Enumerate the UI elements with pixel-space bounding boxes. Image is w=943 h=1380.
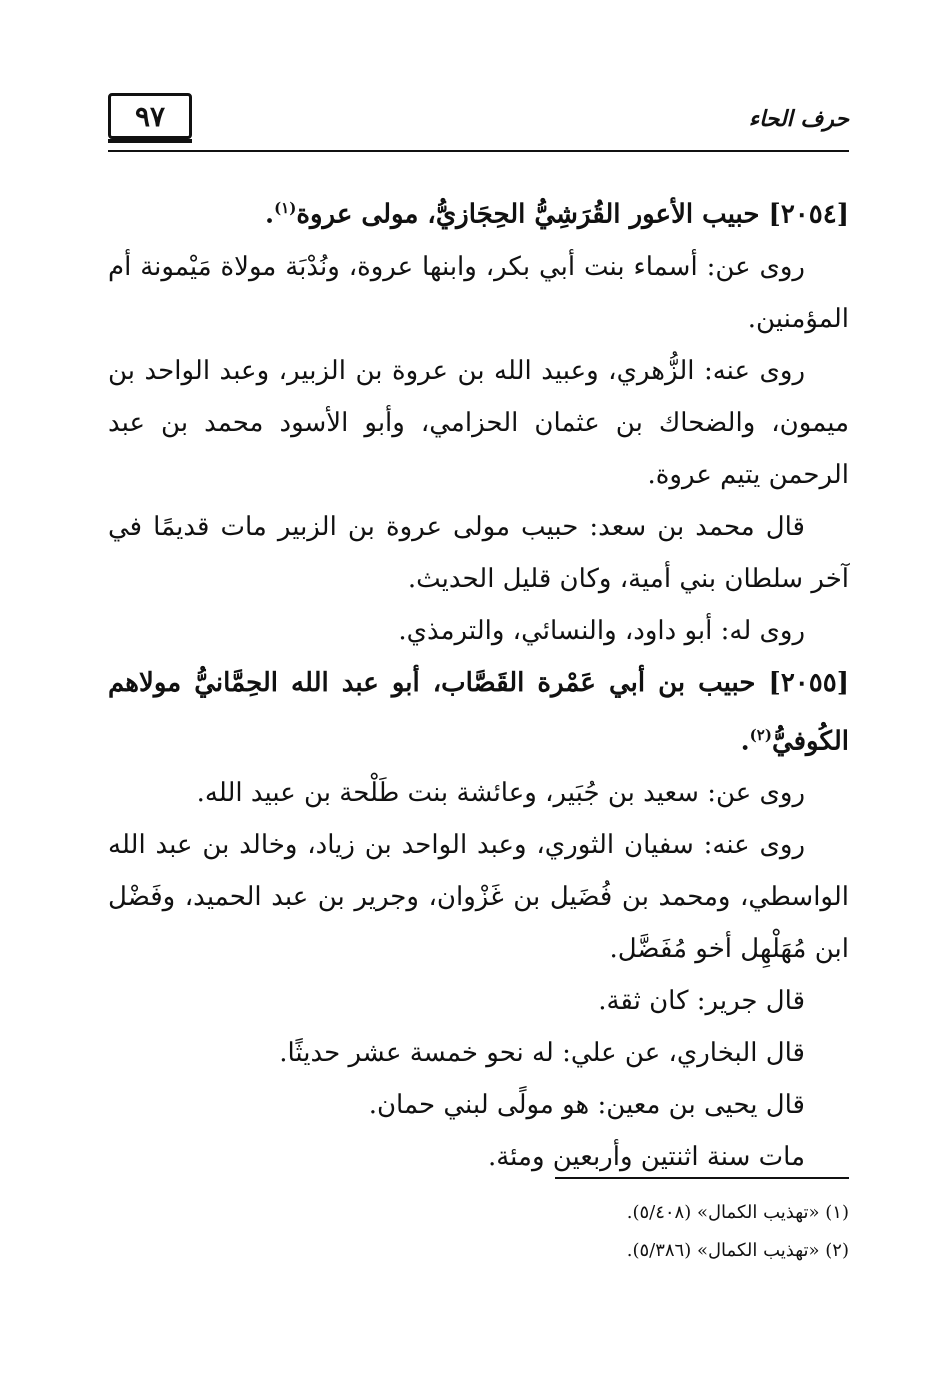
paragraph: روى عن: أسماء بنت أبي بكر، وابنها عروة، ونُدْبَة مولاة مَيْمونة أم المؤمنين. (108, 251, 849, 334)
page-number: ٩٧ (108, 93, 192, 139)
footnote: (٢) «تهذيب الكمال» (٥/٣٨٦). (626, 1240, 849, 1261)
footnote-ref: (٢) (749, 725, 772, 744)
paragraph: روى عنه: الزُّهري، وعبيد الله بن عروة بن الزبير، وعبد الواحد بن ميمون، والضحاك بن عثمان الحزامي، وأبو الأسود محمد بن عبد الرحمن يتيم عروة. (108, 355, 849, 490)
entry-heading: [٢٠٥٥] حبيب بن أبي عَمْرة القَصَّاب، أبو عبد الله الحِمَّانيُّ مولاهم الكُوفيُّ$^{(٢)}$. (108, 667, 849, 757)
paragraph: مات سنة اثنتين وأربعين ومئة. (487, 1142, 805, 1173)
paragraph: روى له: أبو داود، والنسائي، والترمذي. (398, 615, 805, 646)
footnotes (108, 1194, 849, 1270)
paragraph: قال جرير: كان ثقة. (598, 986, 805, 1017)
main-text (108, 182, 849, 1183)
footnote-ref: (١) (274, 199, 297, 217)
paragraph: قال يحيى بن معين: هو مولًى لبني حمان. (368, 1090, 805, 1121)
entry-heading: [٢٠٥٤] حبيب الأعور القُرَشِيُّ الحِجَازيُّ، مولى عروة$^{(١)}$. (265, 199, 849, 230)
paragraph: قال البخاري، عن علي: له نحو خمسة عشر حديثًا. (279, 1038, 805, 1069)
footnote: (١) «تهذيب الكمال» (٥/٤٠٨). (626, 1202, 849, 1223)
running-title: حرف الحاء (748, 106, 849, 132)
paragraph: روى عن: سعيد بن جُبَير، وعائشة بنت طَلْحة بن عبيد الله. (196, 778, 805, 809)
paragraph: قال محمد بن سعد: حبيب مولى عروة بن الزبير مات قديمًا في آخر سلطان بني أمية، وكان قليل الحديث. (108, 511, 849, 594)
header-rule (108, 150, 849, 152)
footnote-rule (555, 1177, 849, 1179)
paragraph: روى عنه: سفيان الثوري، وعبد الواحد بن زياد، وخالد بن عبد الله الواسطي، ومحمد بن فُضَيل بن غَزْوان، وجرير بن عبد الحميد، وفَضْل ابن مُهَلْهِل أخو مُفَضَّل. (108, 830, 849, 965)
